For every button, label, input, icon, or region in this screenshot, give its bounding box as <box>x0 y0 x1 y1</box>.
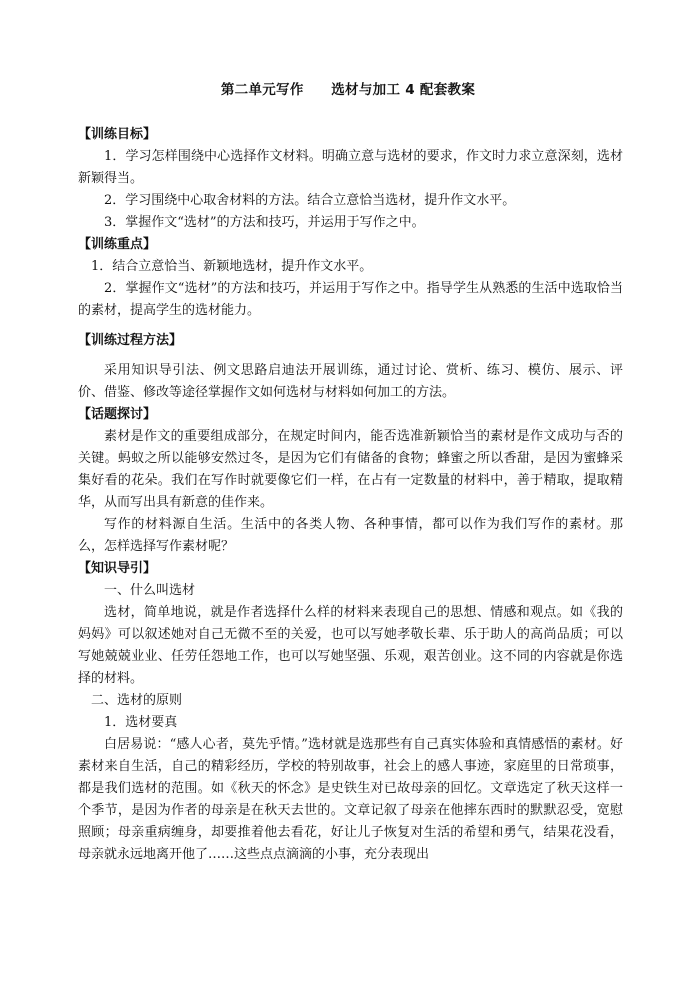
knowledge-paragraph: 白居易说：“感人心者，莫先乎情。”选材就是选那些有自己真实体验和真情感悟的素材。好素材来自生活，自己的精彩经历，学校的特别故事，社会上的感人事迹，家庭里的日常琐事，都是我们选材的范围。如《秋天的怀念》是史铁生对已故母亲的回忆。文章选定了秋天这样一个季节，是因为作者的母亲是在秋天去世的。文章记叙了母亲在他摔东西时的默默忍受，宽慰照顾；母亲重病缠身，却要推着他去看花，好让儿子恢复对生活的希望和勇气，结果花没看，母亲就永远地离开他了……这些点点滴滴的小事，充分表现出 <box>78 737 623 862</box>
topic-paragraph: 素材是作文的重要组成部分，在规定时间内，能否选准新颖恰当的素材是作文成功与否的关键。蚂蚁之所以能够安然过冬，是因为它们有储备的食物；蜂蜜之所以香甜，是因为蜜蜂采集好看的花朵。我们在写作时就要像它们一样，在占有一定数量的材料中，善于精取，提取精华，从而写出具有新意的佳作来。 <box>78 429 623 510</box>
document-body <box>78 124 623 866</box>
topic-heading: 【话题探讨】 <box>78 407 157 422</box>
knowledge-subheading: 一、什么叫选材 <box>104 583 196 598</box>
document-title: 第二单元写作 选材与加工 4 配套教案 <box>220 82 476 98</box>
goal-item: 1．学习怎样围绕中心选择作文材料。明确立意与选材的要求，作文时力求立意深刻，选材新颖得当。 <box>78 149 623 186</box>
focus-item: 1．结合立意恰当、新颖地选材，提升作文水平。 <box>91 259 373 274</box>
method-paragraph: 采用知识导引法、例文思路启迪法开展训练，通过讨论、赏析、练习、模仿、展示、评价、借鉴、修改等途径掌握作文如何选材与材料如何加工的方法。 <box>78 363 623 400</box>
knowledge-heading: 【知识导引】 <box>78 561 157 576</box>
method-heading: 【训练过程方法】 <box>78 333 183 348</box>
knowledge-subheading: 1．选材要真 <box>104 715 178 730</box>
focus-heading: 【训练重点】 <box>78 237 157 252</box>
goal-item: 3．掌握作文“选材”的方法和技巧，并运用于写作之中。 <box>104 215 425 230</box>
knowledge-paragraph: 选材，简单地说，就是作者选择什么样的材料来表现自己的思想、情感和观点。如《我的妈妈》可以叙述她对自己无微不至的关爱，也可以写她孝敬长辈、乐于助人的高尚品质；可以写她兢兢业业、任劳任怨地工作，也可以写她坚强、乐观，艰苦创业。这不同的内容就是你选择的材料。 <box>78 605 623 686</box>
knowledge-subheading: 二、选材的原则 <box>91 693 183 708</box>
topic-paragraph: 写作的材料源自生活。生活中的各类人物、各种事情，都可以作为我们写作的素材。那么，怎样选择写作素材呢？ <box>78 517 623 554</box>
goal-item: 2．学习围绕中心取舍材料的方法。结合立意恰当选材，提升作文水平。 <box>104 193 516 208</box>
goal-heading: 【训练目标】 <box>78 127 157 142</box>
focus-item: 2．掌握作文“选材”的方法和技巧，并运用于写作之中。指导学生从熟悉的生活中选取恰当的素材，提高学生的选材能力。 <box>78 281 623 318</box>
